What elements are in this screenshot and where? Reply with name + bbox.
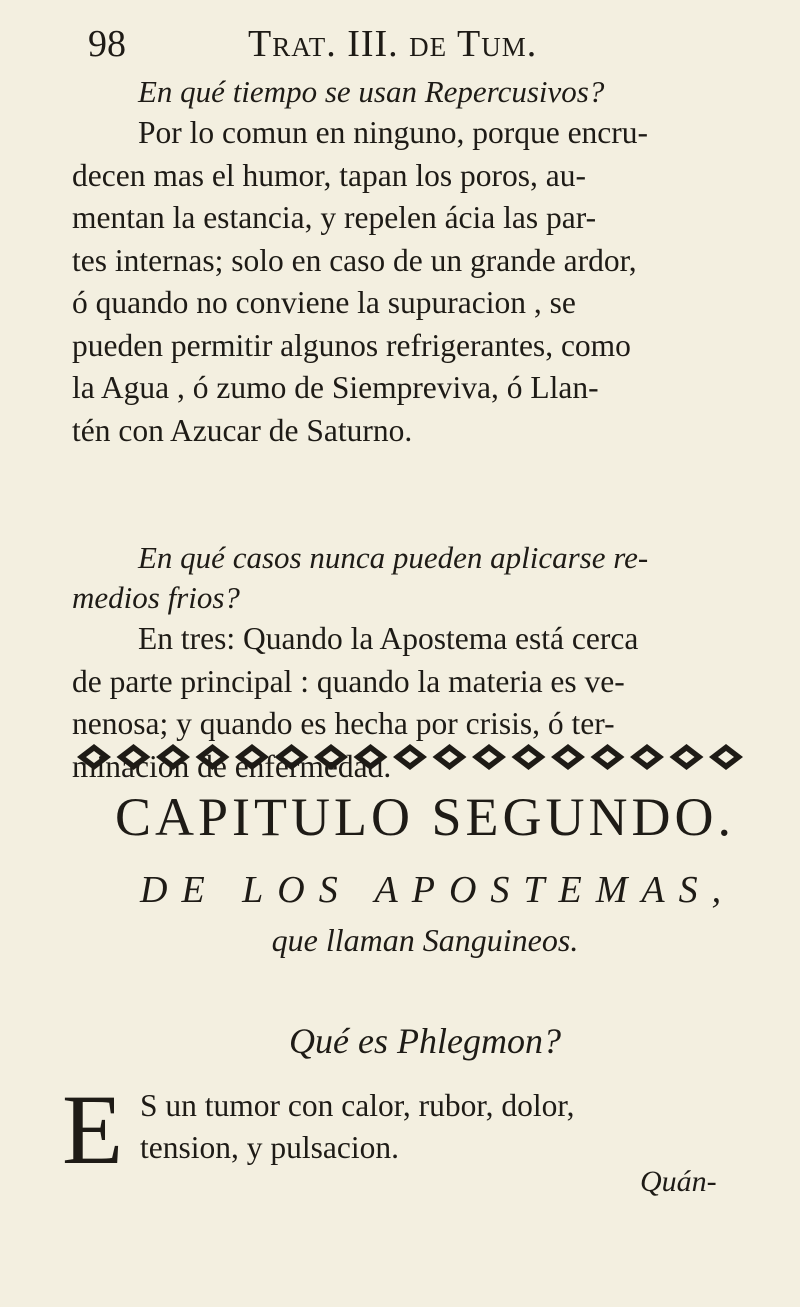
ornament-mark (314, 744, 348, 770)
chapter-title: CAPITULO SEGUNDO. (115, 787, 735, 847)
text-line: minacion de enfermedad. (72, 748, 392, 784)
text-line: S un tumor con calor, rubor, dolor, (140, 1088, 575, 1123)
ornament-mark (512, 744, 546, 770)
ornament-mark (472, 744, 506, 770)
chapter-subtitle: DE LOS APOSTEMAS, (140, 869, 736, 911)
ornament-mark (670, 744, 704, 770)
text-line: tén con Azucar de Saturno. (72, 412, 413, 448)
text-line: ó quando no conviene la supuracion , se (72, 285, 576, 320)
text-line: tes internas; solo en caso de un grande ardor, (72, 242, 637, 278)
drop-cap: E (62, 1074, 124, 1185)
page-header (88, 22, 788, 70)
ornament-mark (354, 744, 388, 770)
ornament-mark (117, 744, 151, 770)
ornament-mark (630, 744, 664, 770)
text-line: decen mas el humor, tapan los poros, au- (72, 157, 586, 193)
running-title: Trat. III. de Tum. (248, 23, 538, 65)
question-heading: Qué es Phlegmon? (289, 1021, 561, 1061)
ornament-mark (77, 744, 111, 770)
chapter-subtitle-2: que llaman Sanguineos. (271, 922, 579, 958)
ornament-divider (74, 740, 774, 774)
text-line: de parte principal : quando la materia es ve- (72, 663, 625, 699)
text-line: mentan la estancia, y repelen ácia las par- (72, 200, 597, 235)
text-line: medios frios? (72, 580, 240, 615)
ornament-mark (156, 744, 190, 770)
text-line: pueden permitir algunos refrigerantes, como (72, 327, 631, 363)
question-heading: En qué tiempo se usan Repercusivos? (138, 74, 605, 109)
ornament-mark (433, 744, 467, 770)
ornament-mark (235, 744, 269, 770)
text-line: Por lo comun en ninguno, porque encru- (138, 115, 649, 150)
text-line: nenosa; y quando es hecha por crisis, ó ter- (72, 706, 615, 741)
ornament-mark (551, 744, 585, 770)
page-number: 98 (88, 23, 126, 65)
text-line: En qué casos nunca pueden aplicarse re- (138, 540, 649, 575)
ornament-mark (591, 744, 625, 770)
ornament-mark (393, 744, 427, 770)
paragraph (140, 1085, 780, 1169)
text-line: En tres: Quando la Apostema está cerca (138, 621, 639, 656)
question-heading (72, 538, 778, 618)
ornament-mark (275, 744, 309, 770)
ornament-mark (709, 744, 743, 770)
catchword: Quán- (640, 1165, 717, 1198)
text-line: la Agua , ó zumo de Siempreviva, ó Llan- (72, 370, 599, 405)
ornament-mark (196, 744, 230, 770)
paragraph (72, 112, 778, 452)
text-line: tension, y pulsacion. (140, 1130, 399, 1165)
